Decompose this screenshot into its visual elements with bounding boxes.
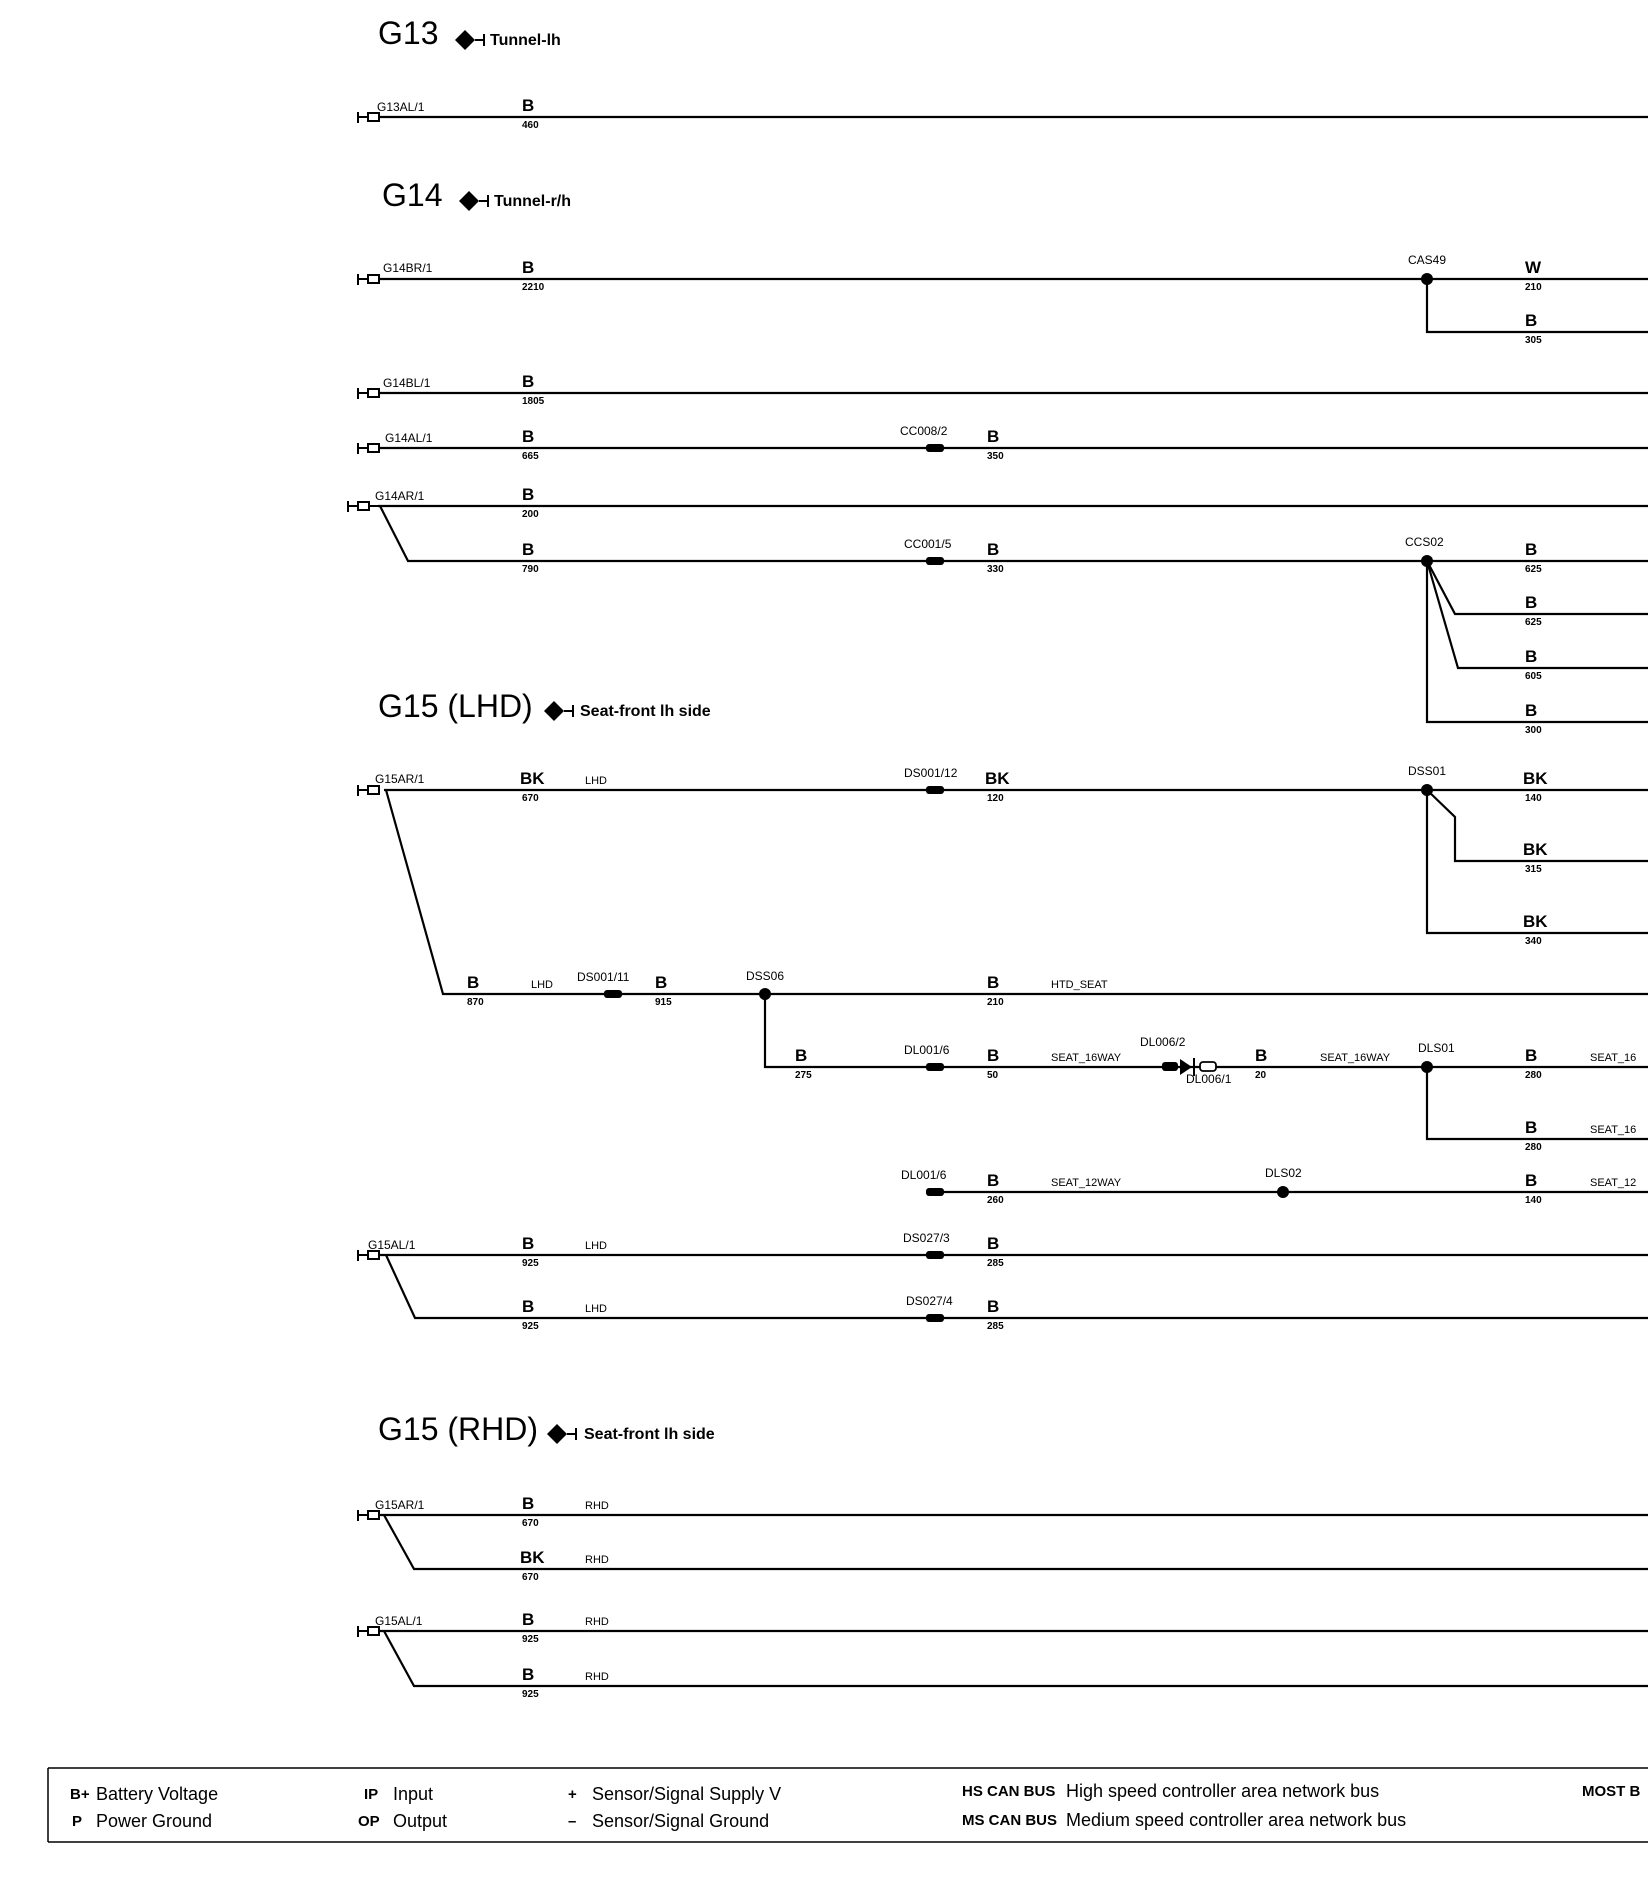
connector-icon: [926, 1063, 944, 1071]
wire-color: BK: [1523, 840, 1548, 859]
wire-color: B: [522, 485, 535, 504]
wire-color: B: [1525, 647, 1538, 666]
wire-labels: [467, 96, 1548, 1700]
group-title: G15 (LHD): [378, 688, 533, 724]
group-g13-heading: [378, 15, 561, 51]
splice-label: DLS01: [1418, 1041, 1455, 1055]
wire-size: 925: [522, 1634, 539, 1645]
wire-size: 285: [987, 1258, 1004, 1269]
ground-terminal-icon: [358, 443, 379, 454]
ground-terminal-icon: [358, 785, 379, 796]
wire-tag: SEAT_16: [1590, 1124, 1637, 1136]
splice-dot: [1421, 1061, 1433, 1073]
legend-key: MS CAN BUS: [962, 1812, 1058, 1829]
wire-size: 670: [522, 1518, 539, 1529]
wire-tag: SEAT_16WAY: [1320, 1052, 1391, 1064]
splice-dot: [1277, 1186, 1289, 1198]
wire-color: B: [1525, 701, 1538, 720]
wire-size: 870: [467, 997, 484, 1008]
wire-size: 340: [1525, 936, 1542, 947]
group-title: G15 (RHD): [378, 1411, 539, 1447]
wire-paths: [378, 117, 1648, 1686]
legend-text: Medium speed controller area network bus: [1066, 1810, 1407, 1830]
wire-size: 625: [1525, 617, 1542, 628]
legend-text: Input: [393, 1784, 434, 1804]
inline-connectors: [604, 444, 944, 1322]
connector-icon: [926, 1188, 944, 1196]
wire-size: 315: [1525, 864, 1542, 875]
wire-color: B: [522, 1297, 535, 1316]
connector-label: CC001/5: [904, 537, 952, 551]
splice-dot: [1421, 784, 1433, 796]
wire-size: 670: [522, 793, 539, 804]
connector-labels: [577, 424, 1232, 1308]
ground-point-labels: [368, 100, 433, 1628]
wire-size: 670: [522, 1572, 539, 1583]
wire-size: 925: [522, 1258, 539, 1269]
splice-label: CAS49: [1408, 253, 1447, 267]
wire-color: B: [522, 1610, 535, 1629]
group-location: Tunnel-r/h: [494, 193, 572, 210]
wire-color: B: [795, 1046, 808, 1065]
wire-size: 200: [522, 509, 539, 520]
ground-diamond-icon: [455, 30, 484, 50]
wire-size: 210: [987, 997, 1004, 1008]
wire-size: 925: [522, 1689, 539, 1700]
wire-size: 460: [522, 120, 539, 131]
wire-size: 280: [1525, 1142, 1542, 1153]
splice-dot: [1421, 555, 1433, 567]
connector-label: DL001/6: [901, 1168, 947, 1182]
wire: [1427, 561, 1648, 722]
connector-label: DS027/3: [903, 1231, 950, 1245]
ground-point-label: G15AL/1: [368, 1238, 416, 1252]
wire: [380, 506, 1648, 561]
wire-color: BK: [520, 1548, 545, 1567]
wire-size: 140: [1525, 793, 1542, 804]
connector-icon: [926, 444, 944, 452]
group-location: Seat-front lh side: [584, 1426, 715, 1443]
connector-label: DS001/11: [577, 970, 630, 984]
wire-size: 625: [1525, 564, 1542, 575]
wire-size: 50: [987, 1070, 999, 1081]
ground-diamond-icon: [547, 1424, 576, 1444]
wire-tag: LHD: [585, 1240, 608, 1252]
group-g14-heading: [382, 177, 571, 213]
wire-color: BK: [520, 769, 545, 788]
wire-size: 330: [987, 564, 1004, 575]
wire-tag: SEAT_12: [1590, 1177, 1637, 1189]
legend-key: –: [568, 1813, 577, 1830]
wire-color: B: [1525, 540, 1538, 559]
connector-label: DL006/1: [1186, 1072, 1232, 1086]
group-g15-lhd-heading: [378, 688, 711, 724]
connector-label: DL006/2: [1140, 1035, 1186, 1049]
ground-point-label: G14BL/1: [383, 376, 431, 390]
wire-color: B: [467, 973, 480, 992]
splice-label: DSS06: [746, 969, 785, 983]
legend-key: +: [568, 1786, 577, 1803]
wire-size: 120: [987, 793, 1004, 804]
ground-diamond-icon: [459, 191, 488, 211]
ground-terminal-icon: [358, 388, 379, 399]
ground-point-label: G14AR/1: [375, 489, 425, 503]
splice-dot: [759, 988, 771, 1000]
legend: [48, 1768, 1648, 1842]
wire-color: B: [987, 1171, 1000, 1190]
ground-point-label: G15AL/1: [375, 1614, 423, 1628]
wire-color: BK: [1523, 769, 1548, 788]
wire-size: 285: [987, 1321, 1004, 1332]
splice-label: DLS02: [1265, 1166, 1302, 1180]
wire-color: BK: [985, 769, 1010, 788]
wire-size: 20: [1255, 1070, 1267, 1081]
wire-tag: SEAT_16WAY: [1051, 1052, 1122, 1064]
splice-dot: [1421, 273, 1433, 285]
wire-size: 275: [795, 1070, 812, 1081]
connector-icon: [926, 786, 944, 794]
wire-color: B: [1525, 311, 1538, 330]
legend-text: Power Ground: [96, 1811, 213, 1831]
wire-tag: HTD_SEAT: [1051, 979, 1108, 991]
wire-color: B: [987, 540, 1000, 559]
group-location: Tunnel-lh: [490, 32, 561, 49]
wire-size: 665: [522, 451, 539, 462]
legend-key: IP: [364, 1786, 379, 1803]
wire-tag: LHD: [531, 979, 554, 991]
wire-color: B: [987, 973, 1000, 992]
wire-color: B: [522, 372, 535, 391]
legend-text: Sensor/Signal Supply V: [592, 1784, 782, 1804]
wire-color: B: [987, 1046, 1000, 1065]
wire-tag: SEAT_16: [1590, 1052, 1637, 1064]
legend-key: MOST B: [1582, 1783, 1641, 1800]
wire-tags: [531, 775, 1636, 1683]
legend-text: High speed controller area network bus: [1066, 1781, 1380, 1801]
wire-tag: LHD: [585, 775, 608, 787]
legend-key: HS CAN BUS: [962, 1783, 1056, 1800]
connector-label: DS027/4: [906, 1294, 953, 1308]
wire: [386, 1255, 1648, 1318]
connector-label: CC008/2: [900, 424, 948, 438]
splice-label: CCS02: [1405, 535, 1444, 549]
wire-color: B: [1255, 1046, 1268, 1065]
wire-size: 140: [1525, 1195, 1542, 1206]
wire-size: 2210: [522, 282, 545, 293]
wire-color: W: [1525, 258, 1542, 277]
connector-icon: [926, 1314, 944, 1322]
wire-tag: RHD: [585, 1616, 609, 1628]
wire-tag: RHD: [585, 1671, 609, 1683]
group-g15-rhd-heading: [378, 1411, 715, 1447]
legend-key: B+: [70, 1786, 90, 1803]
wire-color: BK: [1523, 912, 1548, 931]
wire-size: 280: [1525, 1070, 1542, 1081]
ground-symbols: [348, 112, 380, 1637]
wire-color: B: [522, 1494, 535, 1513]
wire-size: 925: [522, 1321, 539, 1332]
legend-text: Sensor/Signal Ground: [592, 1811, 770, 1831]
wire: [384, 1515, 1648, 1569]
wire-tag: LHD: [585, 1303, 608, 1315]
wire-color: B: [522, 1234, 535, 1253]
group-title: G13: [378, 15, 439, 51]
wire-color: B: [522, 258, 535, 277]
wire: [765, 994, 1648, 1067]
wire-size: 300: [1525, 725, 1542, 736]
wire-tag: RHD: [585, 1500, 609, 1512]
connector-icon: [926, 1251, 944, 1259]
wire-color: B: [1525, 1171, 1538, 1190]
group-title: G14: [382, 177, 443, 213]
ground-point-label: G15AR/1: [375, 1498, 425, 1512]
connector-label: DS001/12: [904, 766, 958, 780]
connector-icon: [926, 557, 944, 565]
wire-color: B: [987, 427, 1000, 446]
wire-tag: SEAT_12WAY: [1051, 1177, 1122, 1189]
wire-size: 1805: [522, 396, 545, 407]
wire: [386, 790, 1648, 994]
wire-color: B: [1525, 1046, 1538, 1065]
ground-point-label: G14BR/1: [383, 261, 433, 275]
wire-color: B: [987, 1297, 1000, 1316]
ground-diamond-icon: [544, 701, 573, 721]
wire-size: 790: [522, 564, 539, 575]
ground-point-label: G14AL/1: [385, 431, 433, 445]
ground-point-label: G15AR/1: [375, 772, 425, 786]
wire-size: 915: [655, 997, 672, 1008]
legend-key: OP: [358, 1813, 380, 1830]
splice-label: DSS01: [1408, 764, 1447, 778]
wire-color: B: [522, 96, 535, 115]
connector-label: DL001/6: [904, 1043, 950, 1057]
wire-color: B: [522, 1665, 535, 1684]
legend-text: Battery Voltage: [96, 1784, 219, 1804]
wire-color: B: [522, 427, 535, 446]
wire-color: B: [987, 1234, 1000, 1253]
ground-terminal-icon: [358, 274, 379, 285]
connector-icon: [604, 990, 622, 998]
legend-key: P: [72, 1813, 83, 1830]
group-location: Seat-front lh side: [580, 703, 711, 720]
ground-terminal-icon: [358, 112, 379, 123]
wire-color: B: [522, 540, 535, 559]
wire-size: 260: [987, 1195, 1004, 1206]
wire: [384, 1631, 1648, 1686]
wire-color: B: [655, 973, 668, 992]
legend-text: Output: [393, 1811, 448, 1831]
wire-size: 605: [1525, 671, 1542, 682]
wire-size: 210: [1525, 282, 1542, 293]
wire-color: B: [1525, 1118, 1538, 1137]
wire-size: 305: [1525, 335, 1542, 346]
wire-tag: RHD: [585, 1554, 609, 1566]
wire-color: B: [1525, 593, 1538, 612]
ground-point-label: G13AL/1: [377, 100, 425, 114]
wire-size: 350: [987, 451, 1004, 462]
